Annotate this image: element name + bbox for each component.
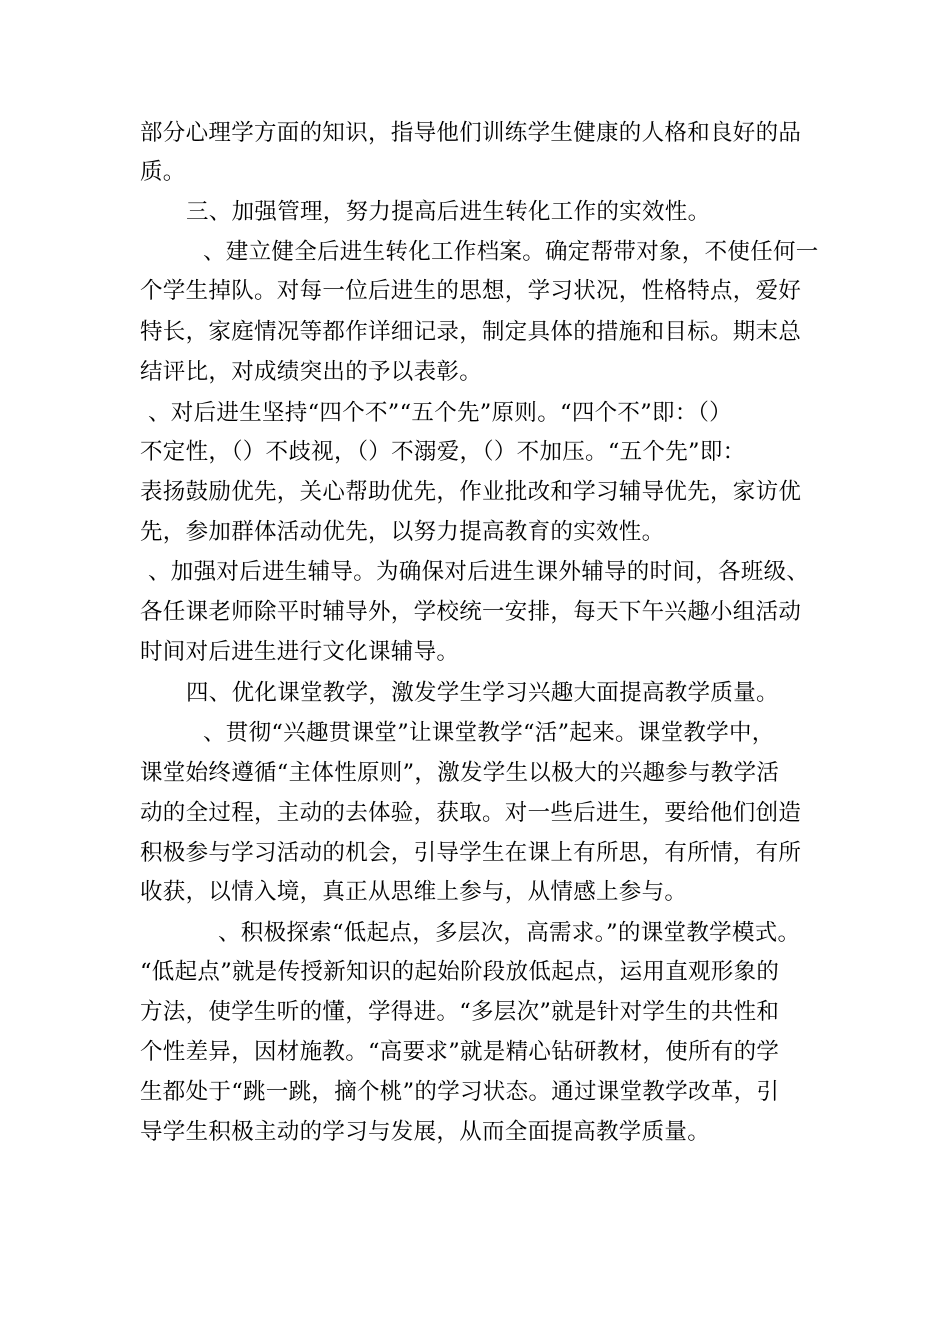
text-line: 特长，家庭情况等都作详细记录，制定具体的措施和目标。期末总: [140, 319, 802, 345]
text-line: 不定性，（）不歧视，（）不溺爱，（）不加压。“五个先”即：: [140, 439, 746, 465]
text-line: 部分心理学方面的知识，指导他们训练学生健康的人格和良好的品: [140, 120, 802, 146]
text-line: 、加强对后进生辅导。为确保对后进生课外辅导的时间，各班级、: [148, 559, 810, 585]
text-line: 、积极探索“低起点，多层次，高需求。”的课堂教学模式。: [218, 920, 801, 946]
section-heading: 三、加强管理，努力提高后进生转化工作的实效性。: [186, 199, 711, 225]
text-line: 收获，以情入境，真正从思维上参与，从情感上参与。: [140, 879, 688, 905]
text-line: 各任课老师除平时辅导外，学校统一安排，每天下午兴趣小组活动: [140, 599, 802, 625]
text-line: 结评比，对成绩突出的予以表彰。: [140, 359, 483, 385]
text-line: 表扬鼓励优先，关心帮助优先，作业批改和学习辅导优先，家访优: [140, 479, 802, 505]
text-line: 先，参加群体活动优先，以努力提高教育的实效性。: [140, 519, 665, 545]
section-heading: 四、优化课堂教学，激发学生学习兴趣大面提高教学质量。: [186, 680, 779, 706]
text-line: 生都处于“跳一跳，摘个桃”的学习状态。通过课堂教学改革，引: [140, 1079, 780, 1105]
text-line: 质。: [140, 159, 186, 185]
text-line: 动的全过程，主动的去体验，获取。对一些后进生，要给他们创造: [140, 800, 802, 826]
text-line: 个学生掉队。对每一位后进生的思想，学习状况，性格特点，爱好: [140, 278, 802, 304]
text-line: 时间对后进生进行文化课辅导。: [140, 639, 460, 665]
text-line: 个性差异，因材施教。“高要求”就是精心钻研教材，使所有的学: [140, 1039, 780, 1065]
text-line: 方法，使学生听的懂，学得进。“多层次”就是针对学生的共性和: [140, 999, 780, 1025]
text-line: 、建立健全后进生转化工作档案。确定帮带对象，不使任何一: [203, 239, 819, 265]
text-line: 课堂始终遵循“主体性原则”，激发学生以极大的兴趣参与教学活: [140, 760, 780, 786]
text-line: 积极参与学习活动的机会，引导学生在课上有所思，有所情，有所: [140, 840, 802, 866]
text-line: “低起点”就是传授新知识的起始阶段放低起点，运用直观形象的: [140, 959, 780, 985]
text-line: 、对后进生坚持“四个不”“五个先”原则。“四个不”即：（）: [148, 400, 732, 426]
text-line: 、贯彻“兴趣贯课堂”让课堂教学“活”起来。课堂教学中，: [203, 720, 775, 746]
text-line: 导学生积极主动的学习与发展，从而全面提高教学质量。: [140, 1119, 711, 1145]
